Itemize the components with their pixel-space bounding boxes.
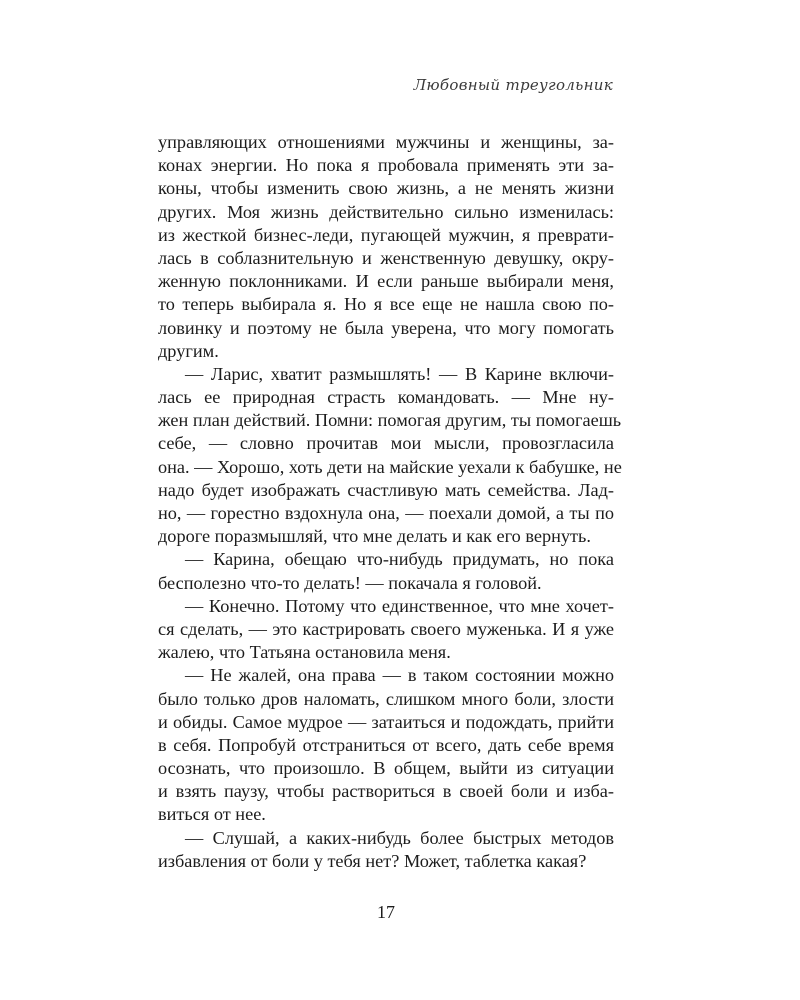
text-line: бесполезно что-то делать! — покачала я головой. <box>158 572 542 593</box>
text-line: и обиды. Самое мудрое — затаиться и подождать, прийти <box>158 711 614 732</box>
text-line: жалею, что Татьяна остановила меня. <box>158 642 451 663</box>
text-line: но, — горестно вздохнула она, — поехали домой, а ты по <box>158 503 614 523</box>
text-line: другим. <box>158 340 219 361</box>
text-line: из жесткой бизнес-леди, пугающей мужчин, я преврати- <box>158 224 614 245</box>
text-line: ся сделать, — это кастрировать своего муженька. И я уже <box>158 618 614 639</box>
text-line: надо будет изображать счастливую мать семейства. Лад- <box>158 479 614 500</box>
text-line: она. — Хорошо, хоть дети на майские уехали к бабушке, не <box>158 456 622 477</box>
text-line: — Слушай, а каких-нибудь более быстрых методов <box>185 827 614 848</box>
text-line: то теперь выбирала я. Но я все еще не нашла свою по- <box>158 294 614 315</box>
text-line: женную поклонниками. И если раньше выбирали меня, <box>158 271 614 292</box>
text-line: — Конечно. Потому что единственное, что мне хочет- <box>185 595 614 616</box>
text-line: — Ларис, хватит размышлять! — В Карине включи- <box>185 363 614 384</box>
text-line: избавления от боли у тебя нет? Может, таблетка какая? <box>158 850 587 871</box>
text-line: — Карина, обещаю что-нибудь придумать, но пока <box>185 549 614 570</box>
page-number: 17 <box>377 902 395 922</box>
text-line: себе, — словно прочитав мои мысли, провозгласила <box>158 433 614 454</box>
text-line: жен план действий. Помни: помогая другим, ты помогаешь <box>158 410 622 431</box>
running-header-title: Любовный треугольник <box>413 76 613 94</box>
text-line: дороге поразмышляй, что мне делать и как его вернуть. <box>158 526 591 547</box>
text-line: виться от нее. <box>158 804 266 825</box>
text-line: лась в соблазнительную и женственную девушку, окру- <box>158 247 614 268</box>
text-line: — Не жалей, она права — в таком состоянии можно <box>185 665 614 686</box>
text-line: в себя. Попробуй отстраниться от всего, дать себе время <box>158 734 614 755</box>
text-line: коны, чтобы изменить свою жизнь, а не менять жизни <box>158 178 614 199</box>
text-line: других. Моя жизнь действительно сильно изменилась: <box>158 201 614 222</box>
text-line: было только дров наломать, слишком много боли, злости <box>158 688 614 709</box>
text-line: ловинку и поэтому не была уверена, что могу помогать <box>158 317 614 338</box>
text-line: лась ее природная страсть командовать. — Мне ну- <box>158 387 614 408</box>
text-line: осознать, что произошло. В общем, выйти из ситуации <box>158 758 614 779</box>
text-line: управляющих отношениями мужчины и женщины, за- <box>158 132 614 152</box>
text-line: конах энергии. Но пока я пробовала применять эти за- <box>158 155 614 176</box>
body-text <box>158 131 622 873</box>
text-line: и взять паузу, чтобы раствориться в своей боли и изба- <box>158 781 614 802</box>
